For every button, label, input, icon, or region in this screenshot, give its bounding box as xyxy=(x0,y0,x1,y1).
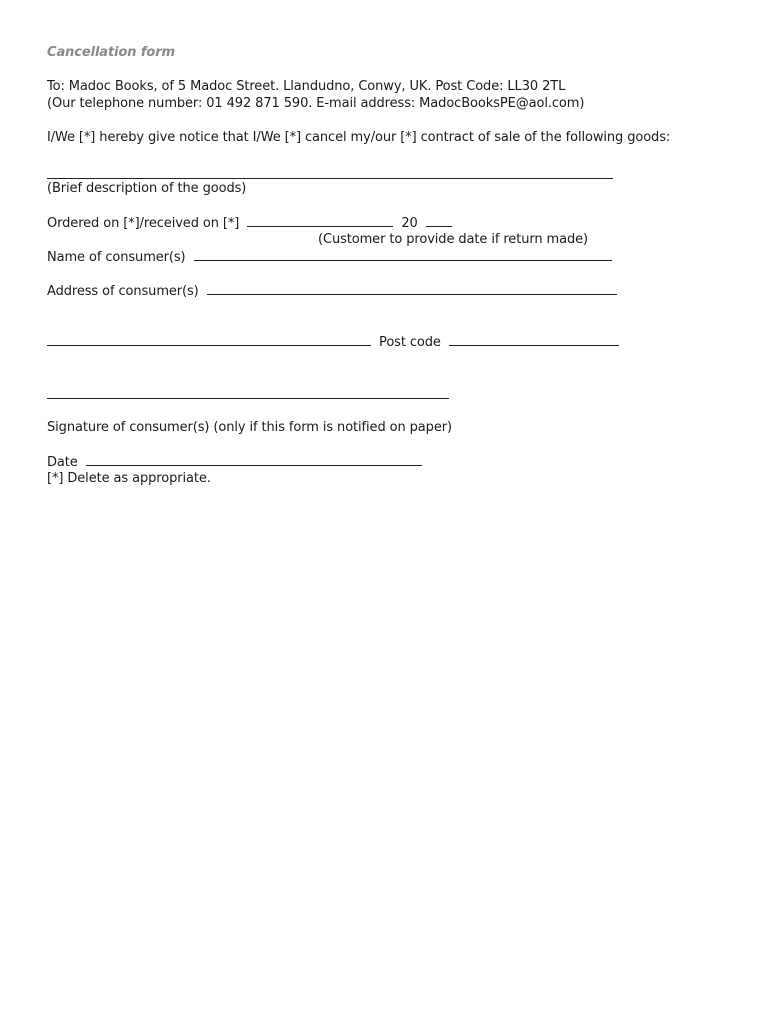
year-field[interactable] xyxy=(426,215,452,227)
recipient-contact: (Our telephone number: 01 492 871 590. E-mail address: MadocBooksPE@aol.com) xyxy=(47,96,585,111)
date-row xyxy=(47,454,422,471)
signature-line[interactable] xyxy=(47,398,449,399)
consumer-name-label: Name of consumer(s) xyxy=(47,250,186,265)
date-field[interactable] xyxy=(86,454,422,466)
address-second-line-field[interactable] xyxy=(47,334,371,346)
ordered-received-label: Ordered on [*]/received on [*] xyxy=(47,216,240,231)
consumer-name-field[interactable] xyxy=(194,249,612,261)
consumer-address-label: Address of consumer(s) xyxy=(47,284,199,299)
consumer-address-field[interactable] xyxy=(207,283,617,295)
signature-caption: Signature of consumer(s) (only if this form is notified on paper) xyxy=(47,420,452,435)
goods-description-caption: (Brief description of the goods) xyxy=(47,181,247,196)
date-provision-note: (Customer to provide date if return made) xyxy=(318,232,588,247)
ordered-date-field[interactable] xyxy=(247,215,393,227)
date-label: Date xyxy=(47,455,78,470)
consumer-name-row xyxy=(47,249,612,266)
delete-note: [*] Delete as appropriate. xyxy=(47,471,211,486)
year-prefix: 20 xyxy=(401,216,418,231)
address-postcode-row xyxy=(47,334,619,351)
form-title: Cancellation form xyxy=(47,45,176,60)
consumer-address-row xyxy=(47,283,617,300)
postcode-label: Post code xyxy=(379,335,441,350)
recipient-address: To: Madoc Books, of 5 Madoc Street. Llandudno, Conwy, UK. Post Code: LL30 2TL xyxy=(47,79,566,94)
postcode-field[interactable] xyxy=(449,334,619,346)
goods-description-line[interactable] xyxy=(47,178,613,179)
notice-statement: I/We [*] hereby give notice that I/We [*] cancel my/our [*] contract of sale of the following goods: xyxy=(47,130,671,145)
ordered-received-row xyxy=(47,215,452,232)
